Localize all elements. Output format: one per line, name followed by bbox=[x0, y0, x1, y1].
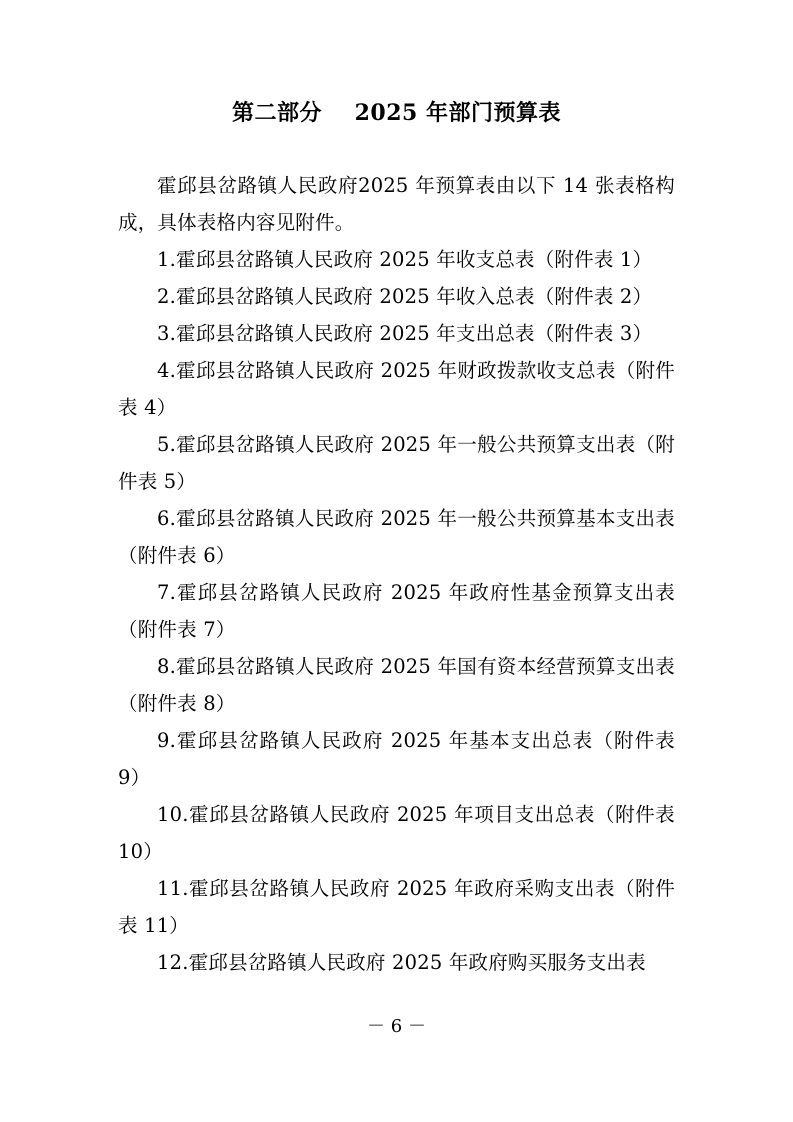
intro-paragraph: 霍邱县岔路镇人民政府2025 年预算表由以下 14 张表格构成，具体表格内容见附件。 bbox=[118, 174, 675, 234]
document-body bbox=[118, 167, 675, 981]
list-item: 10.霍邱县岔路镇人民政府 2025 年项目支出总表（附件表 10） bbox=[118, 803, 675, 863]
list-item: 12.霍邱县岔路镇人民政府 2025 年政府购买服务支出表 bbox=[157, 951, 646, 974]
page-number: － 6 － bbox=[367, 1016, 426, 1037]
list-item: 11.霍邱县岔路镇人民政府 2025 年政府采购支出表（附件表 11） bbox=[118, 877, 675, 937]
list-item: 1.霍邱县岔路镇人民政府 2025 年收支总表（附件表 1） bbox=[157, 248, 653, 271]
page-title: 第二部分 2025 年部门预算表 bbox=[231, 100, 562, 126]
list-item: 9.霍邱县岔路镇人民政府 2025 年基本支出总表（附件表 9） bbox=[118, 729, 675, 789]
list-item: 6.霍邱县岔路镇人民政府 2025 年一般公共预算基本支出表（附件表 6） bbox=[118, 507, 675, 567]
list-item: 3.霍邱县岔路镇人民政府 2025 年支出总表（附件表 3） bbox=[157, 322, 653, 345]
list-item: 7.霍邱县岔路镇人民政府 2025 年政府性基金预算支出表（附件表 7） bbox=[118, 581, 675, 641]
list-item: 8.霍邱县岔路镇人民政府 2025 年国有资本经营预算支出表（附件表 8） bbox=[118, 655, 675, 715]
list-item: 2.霍邱县岔路镇人民政府 2025 年收入总表（附件表 2） bbox=[157, 285, 653, 308]
list-item: 4.霍邱县岔路镇人民政府 2025 年财政拨款收支总表（附件表 4） bbox=[118, 359, 675, 419]
list-item: 5.霍邱县岔路镇人民政府 2025 年一般公共预算支出表（附件表 5） bbox=[118, 433, 675, 493]
